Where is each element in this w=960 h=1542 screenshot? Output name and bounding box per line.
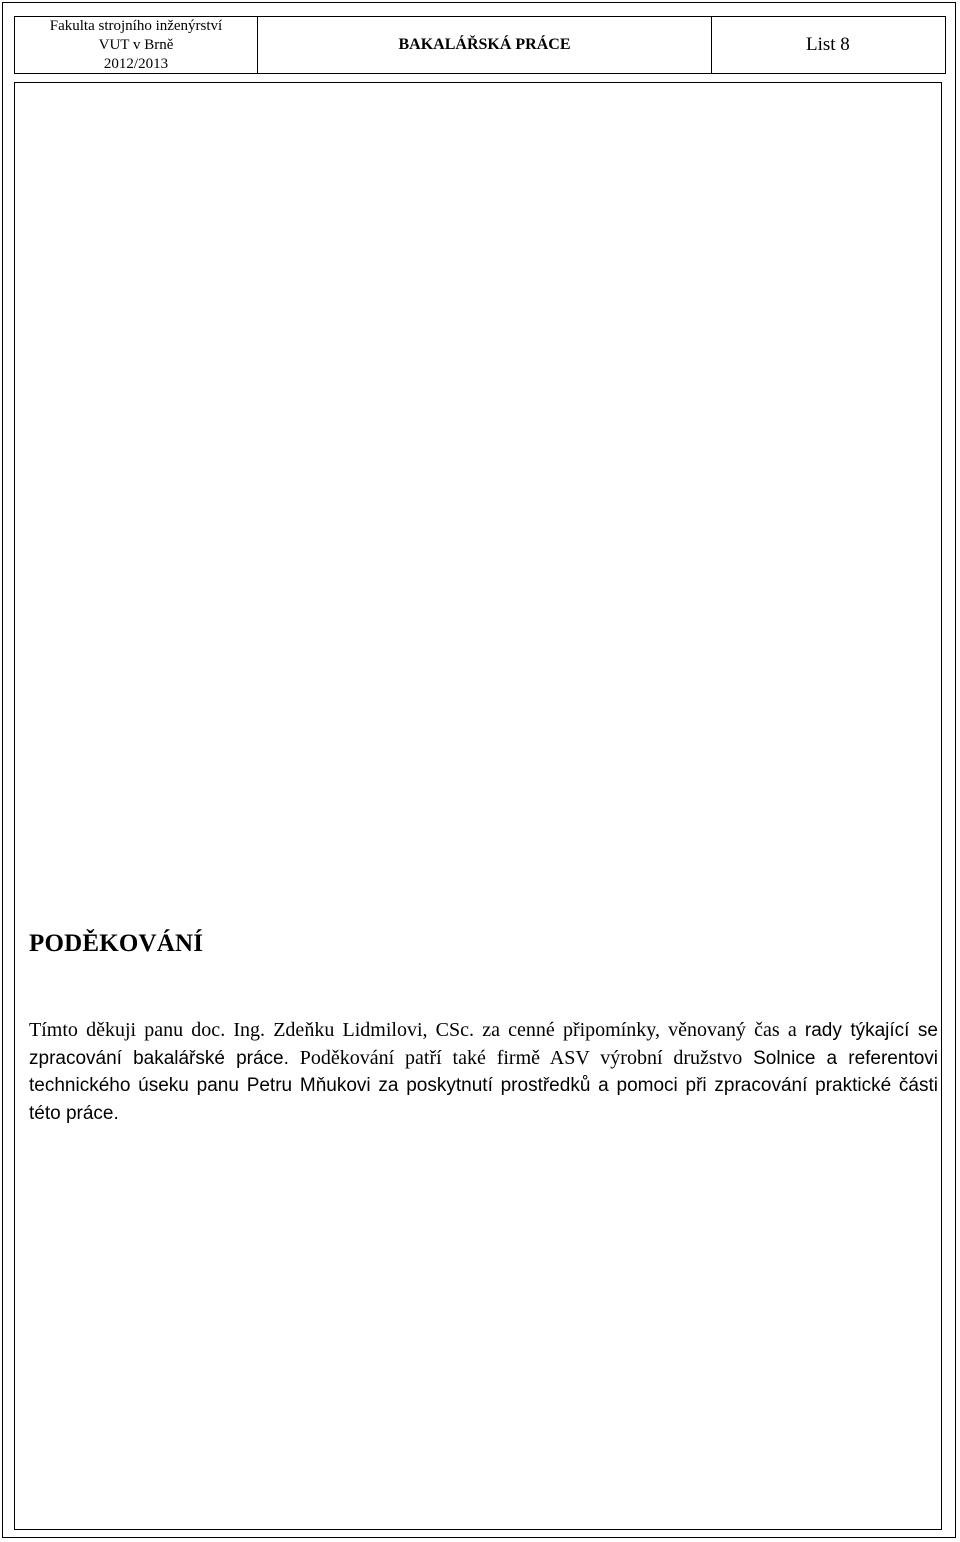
paragraph-text-1: Tímto děkuji panu doc. Ing. Zdeňku Lidmilovi, CSc. za cenné připomínky, věnovaný čas a xyxy=(29,1019,805,1041)
header-university: VUT v Brně xyxy=(98,36,174,53)
header-faculty: Fakulta strojního inženýrství xyxy=(49,17,223,34)
header-page-label: List 8 xyxy=(806,34,850,55)
page-header xyxy=(14,16,946,74)
content-frame xyxy=(14,82,942,1530)
header-year: 2012/2013 xyxy=(103,55,169,72)
header-doc-type: BAKALÁŘSKÁ PRÁCE xyxy=(398,36,571,53)
paragraph-text-2: rady týkající se zpracování bakalářské práce. xyxy=(29,1020,938,1069)
header-page-cell xyxy=(711,17,945,73)
paragraph-text-3: Poděkování patří také firmě ASV výrobní družstvo xyxy=(288,1046,754,1069)
section-title: PODĚKOVÁNÍ xyxy=(29,930,204,957)
header-doc-type-cell xyxy=(257,17,711,73)
header-institution xyxy=(15,17,257,73)
paragraph-text-4: Solnice a referentovi technického úseku panu Petru Mňukovi za poskytnutí prostředků a pomoci při zpracování praktické části této práce. xyxy=(29,1047,939,1124)
acknowledgement-paragraph xyxy=(29,1017,938,1127)
